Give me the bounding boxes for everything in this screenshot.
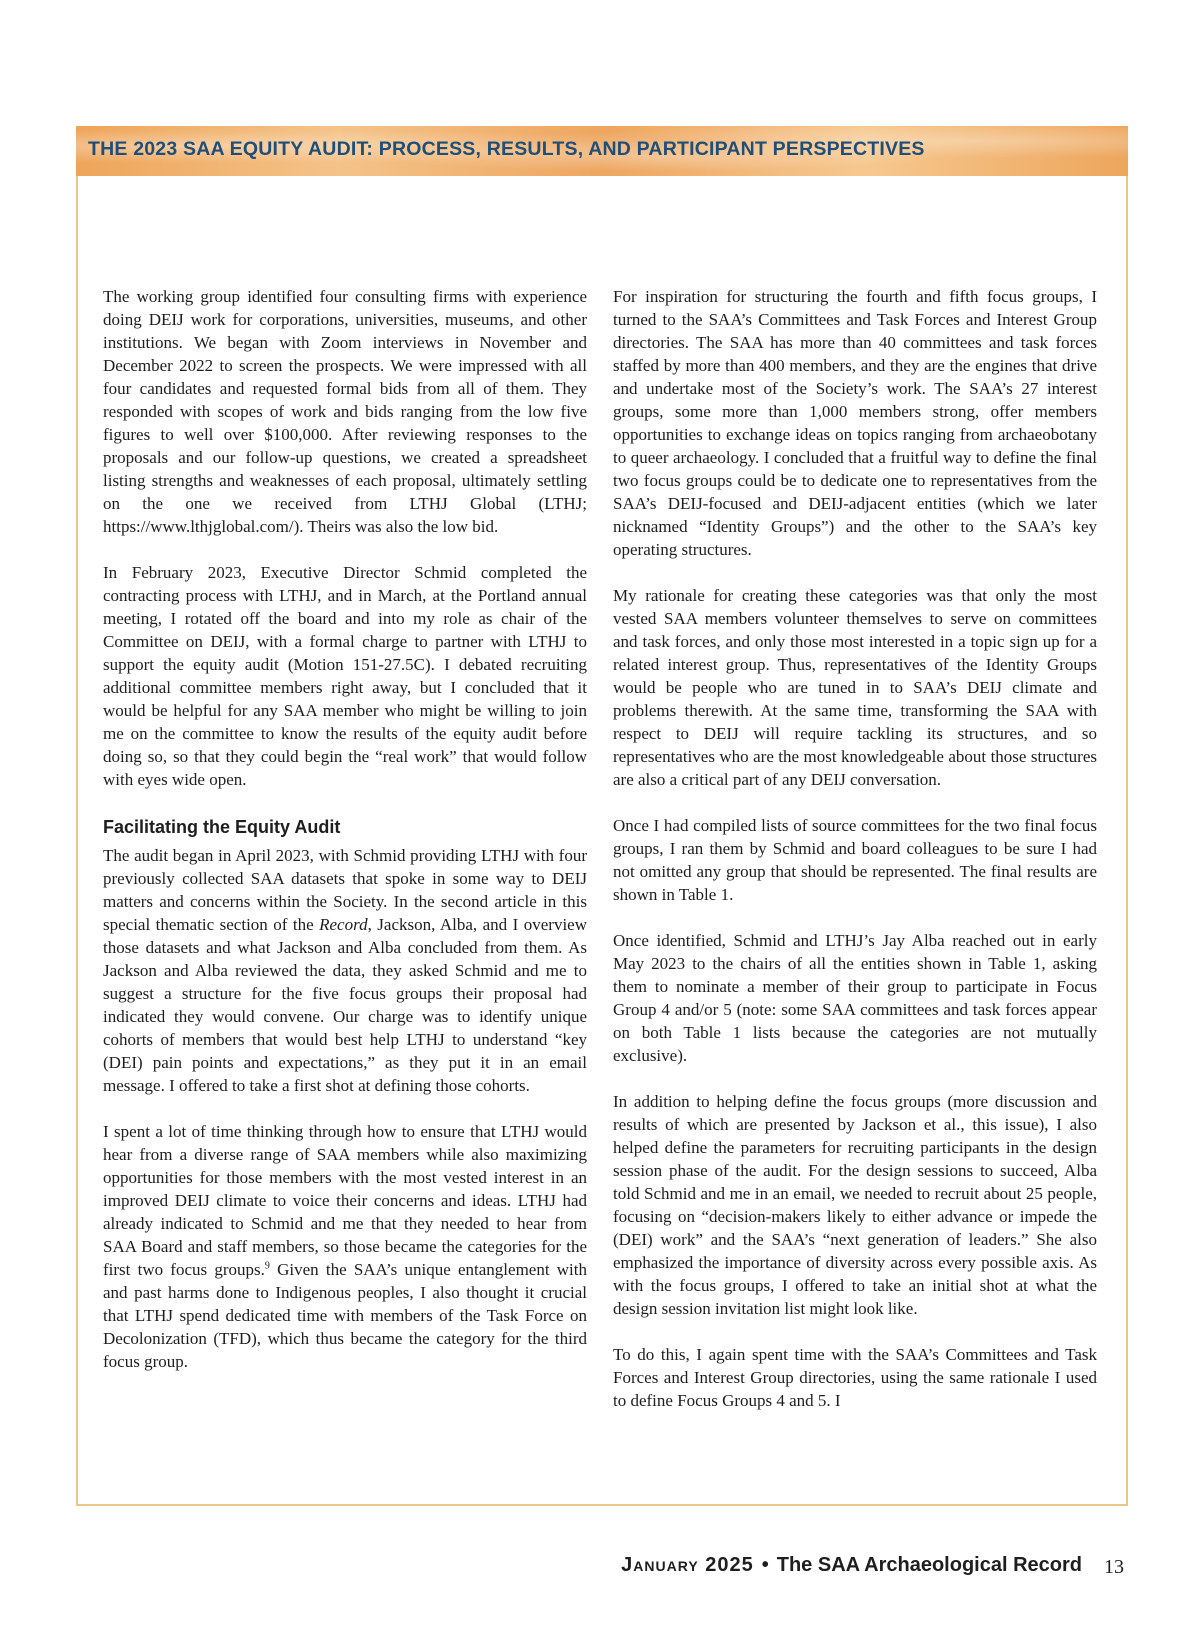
- paragraph: In February 2023, Executive Director Schmid completed the contracting process with LTHJ, and in March, at the Portland annual meeting, I rotated off the board and into my role as chair of the Committee on DEIJ, with a formal charge to partner with LTHJ to support the equity audit (Motion 151-27.5C). I debated recruiting additional committee members right away, but I concluded that it would be helpful for any SAA member who might be willing to join me on the committee to know the results of the equity audit before doing so, so that they could begin the “real work” that would follow with eyes wide open.: [103, 563, 587, 789]
- page-number: 13: [1104, 1556, 1124, 1578]
- footer-bullet: •: [761, 1554, 769, 1576]
- paragraph: Once identified, Schmid and LTHJ’s Jay Alba reached out in early May 2023 to the chairs of all the entities shown in Table 1, asking them to nominate a member of their group to participate in Focus Group 4 and/or 5 (note: some SAA committees and task forces appear on both Table 1 lists because the categories are not mutually exclusive).: [613, 931, 1097, 1065]
- paragraph: My rationale for creating these categories was that only the most vested SAA members volunteer themselves to serve on committees and task forces, and only those most interested in a topic sign up for a related interest group. Thus, representatives of the Identity Groups would be people who are tuned in to SAA’s DEIJ climate and problems therewith. At the same time, transforming the SAA with respect to DEIJ will require tackling its structures, and so representatives who are the most knowledgeable about those structures are also a critical part of any DEIJ conversation.: [613, 586, 1097, 789]
- paragraph: To do this, I again spent time with the SAA’s Committees and Task Forces and Interest Group directories, using the same rationale I used to define Focus Groups 4 and 5. I: [613, 1345, 1097, 1410]
- section-heading: Facilitating the Equity Audit: [103, 817, 341, 837]
- publication-name: The SAA Archaeological Record: [776, 1554, 1082, 1576]
- paragraph: I spent a lot of time thinking through how to ensure that LTHJ would hear from a diverse range of SAA members while also maximizing opportunities for those members with the most vested interest in an improved DEIJ climate to voice their concerns and ideas. LTHJ had already indicated to Schmid and me that they needed to hear from SAA Board and staff members, so those became the categories for the first two focus groups.$^9$ Given the SAA’s unique entanglement with and past harms done to Indigenous peoples, I also thought it crucial that LTHJ spend dedicated time with members of the Task Force on Decolonization (TFD), which thus became the category for the third focus group.: [103, 1122, 587, 1371]
- footnote-marker[interactable]: 9: [264, 1260, 270, 1272]
- footer-issue: [621, 1554, 1082, 1577]
- paragraph: For inspiration for structuring the fourth and fifth focus groups, I turned to the SAA’s Committees and Task Forces and Interest Group directories. The SAA has more than 40 committees and task forces staffed by more than 400 members, and they are the engines that drive and undertake most of the Society’s work. The SAA’s 27 interest groups, some more than 1,000 members strong, offer members opportunities to exchange ideas on topics ranging from archaeobotany to queer archaeology. I concluded that a fruitful way to define the final two focus groups could be to dedicate one to representatives from the SAA’s DEIJ-focused and DEIJ-adjacent entities (which we later nicknamed “Identity Groups”) and the other to the SAA’s key operating structures.: [613, 287, 1097, 559]
- paragraph: Once I had compiled lists of source committees for the two final focus groups, I ran them by Schmid and board colleagues to be sure I had not omitted any group that should be represented. The final results are shown in Table 1.: [613, 816, 1097, 904]
- issue-date: January 2025: [621, 1554, 754, 1576]
- left-column: [103, 285, 587, 1373]
- right-column: [613, 285, 1097, 1412]
- section-banner: [76, 126, 1128, 176]
- paragraph: In addition to helping define the focus groups (more discussion and results of which are presented by Jackson et al., this issue), I also helped define the parameters for recruiting participants in the design session phase of the audit. For the design sessions to succeed, Alba told Schmid and me in an email, we needed to recruit about 25 people, focusing on “decision-makers likely to either advance or impede the (DEI) work” and the SAA’s “next generation of leaders.” She also emphasized the importance of diversity across every possible axis. As with the focus groups, I offered to take an initial shot at what the design session invitation list might look like.: [613, 1092, 1097, 1318]
- section-title: THE 2023 SAA EQUITY AUDIT: PROCESS, RESULTS, AND PARTICIPANT PERSPECTIVES: [88, 138, 925, 160]
- paragraph: The audit began in April 2023, with Schmid providing LTHJ with four previously collected SAA datasets that spoke in some way to DEIJ matters and concerns within the Society. In the second article in this special thematic section of the Record, Jackson, Alba, and I overview those datasets and what Jackson and Alba concluded from them. As Jackson and Alba reviewed the data, they asked Schmid and me to suggest a structure for the five focus groups their proposal had indicated they would convene. Our charge was to identify unique cohorts of members that would best help LTHJ to understand “key (DEI) pain points and expectations,” as they put it in an email message. I offered to take a first shot at defining those cohorts.: [103, 846, 588, 1095]
- paragraph: The working group identified four consulting firms with experience doing DEIJ work for corporations, universities, museums, and other institutions. We began with Zoom interviews in November and December 2022 to screen the prospects. We were impressed with all four candidates and requested formal bids from all of them. They responded with scopes of work and bids ranging from the low five figures to well over $100,000. After reviewing responses to the proposals and our follow-up questions, we created a spreadsheet listing strengths and weaknesses of each proposal, ultimately settling on the one we received from LTHJ Global (LTHJ; https://www.lthjglobal.com/). Theirs was also the low bid.: [103, 287, 587, 536]
- journal-title: Record: [319, 915, 368, 934]
